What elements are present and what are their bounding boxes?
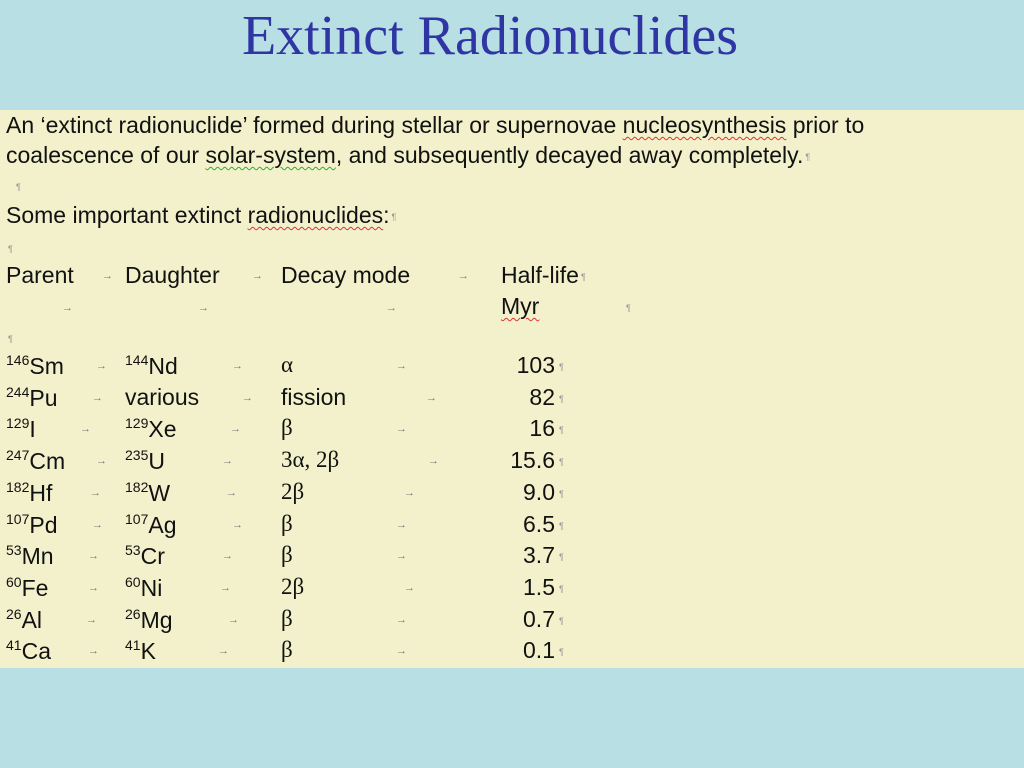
- pilcrow-icon: ¶: [559, 647, 564, 658]
- header-daughter: Daughter: [125, 262, 220, 288]
- decay-mode: β: [281, 637, 293, 663]
- intro-text: , and subsequently decayed away completely.: [335, 142, 804, 168]
- mass-number: 41: [6, 637, 22, 654]
- element-symbol: Cm: [29, 448, 66, 475]
- tab-arrow-icon: →: [198, 302, 209, 314]
- pilcrow-icon: ¶: [391, 211, 397, 222]
- element-symbol: Fe: [21, 574, 49, 601]
- tab-arrow-icon: →: [396, 645, 407, 658]
- tab-arrow-icon: →: [228, 613, 239, 626]
- tab-arrow-icon: →: [220, 581, 231, 594]
- intro-line-2: [6, 142, 810, 169]
- intro-line-1: [6, 112, 864, 139]
- tab-arrow-icon: →: [230, 423, 241, 436]
- element-symbol: Pu: [29, 384, 58, 411]
- half-life-value: 82: [529, 383, 555, 410]
- element-symbol: Mn: [21, 543, 54, 570]
- mass-number: 146: [6, 352, 30, 368]
- parent-nuclide: [6, 637, 51, 665]
- tab-arrow-icon: →: [396, 423, 407, 436]
- element-symbol: Pd: [29, 511, 58, 538]
- parent-nuclide: [6, 447, 65, 475]
- element-symbol: Ni: [140, 574, 163, 601]
- pilcrow-icon: ¶: [559, 362, 564, 372]
- element-symbol: Sm: [29, 353, 64, 379]
- parent-nuclide: [6, 606, 42, 634]
- parent-nuclide: [6, 479, 52, 507]
- decay-mode: β: [281, 542, 293, 568]
- mass-number: 53: [125, 542, 141, 559]
- pilcrow-icon: ¶: [559, 488, 564, 499]
- decay-mode: β: [281, 605, 293, 631]
- mass-number: 60: [125, 573, 141, 590]
- mass-number: 244: [6, 383, 30, 400]
- pilcrow-icon: ¶: [580, 271, 586, 282]
- tab-arrow-icon: →: [404, 581, 415, 594]
- mass-number: 107: [6, 510, 30, 527]
- header-unit: Myr: [501, 293, 540, 319]
- spellcheck-word: nucleosynthesis: [622, 112, 787, 138]
- tab-arrow-icon: →: [90, 486, 101, 499]
- decay-mode: 2β: [281, 573, 305, 599]
- mass-number: 182: [6, 478, 30, 495]
- element-symbol: I: [29, 416, 36, 443]
- half-life-value: 9.0: [523, 478, 555, 505]
- daughter-nuclide: [125, 447, 165, 475]
- mass-number: 235: [125, 447, 149, 464]
- daughter-nuclide: [125, 384, 199, 411]
- tab-arrow-icon: →: [96, 455, 107, 468]
- mass-number: 41: [125, 637, 141, 654]
- subtitle-text: :: [383, 202, 390, 228]
- empty-paragraph: [14, 172, 21, 199]
- element-symbol: Hf: [29, 479, 53, 506]
- element-symbol: Ag: [148, 511, 177, 538]
- mass-number: 107: [125, 510, 149, 527]
- decay-mode: β: [281, 415, 293, 441]
- subtitle-text: Some important extinct: [6, 202, 248, 228]
- element-symbol: Al: [21, 606, 43, 633]
- tab-arrow-icon: →: [396, 518, 407, 531]
- pilcrow-icon: ¶: [805, 151, 811, 162]
- header-half-life: Half-life ¶: [501, 262, 586, 288]
- tab-arrow-icon: →: [396, 550, 407, 563]
- pilcrow-icon: ¶: [559, 520, 564, 531]
- parent-nuclide: [6, 352, 64, 380]
- mass-number: 26: [6, 605, 22, 622]
- daughter-nuclide: [125, 511, 177, 539]
- tab-arrow-icon: →: [232, 518, 243, 531]
- tab-arrow-icon: →: [396, 613, 407, 626]
- header-parent: Parent: [6, 262, 74, 288]
- decay-mode: fission: [281, 383, 347, 410]
- tab-arrow-icon: →: [96, 360, 107, 372]
- intro-text: coalescence of our: [6, 142, 206, 168]
- pilcrow-icon: ¶: [559, 457, 564, 468]
- empty-paragraph: [6, 234, 13, 261]
- text-panel: [0, 110, 1024, 668]
- element-symbol: Cr: [140, 543, 165, 570]
- daughter-nuclide: [125, 606, 173, 634]
- tab-arrow-icon: →: [88, 645, 99, 658]
- empty-paragraph: [6, 324, 13, 351]
- decay-mode: α: [281, 352, 294, 377]
- half-life-value: 0.7: [523, 605, 555, 632]
- daughter-nuclide: [125, 574, 162, 602]
- tab-arrow-icon: →: [88, 550, 99, 563]
- intro-text: An ‘extinct radionuclide’ formed during stellar or supernovae: [6, 112, 623, 138]
- header-decay-mode: Decay mode: [281, 262, 411, 288]
- half-life-value: 15.6: [510, 447, 555, 474]
- pilcrow-icon: ¶: [559, 552, 564, 563]
- pilcrow-icon: ¶: [559, 615, 564, 626]
- half-life-value: 0.1: [523, 637, 555, 664]
- slide-title: Extinct Radionuclides: [241, 5, 739, 67]
- mass-number: 144: [125, 352, 149, 368]
- parent-nuclide: [6, 574, 48, 602]
- mass-number: 26: [125, 605, 141, 622]
- half-life-value: 1.5: [523, 573, 555, 600]
- tab-arrow-icon: →: [396, 360, 407, 372]
- pilcrow-icon: ¶: [626, 303, 631, 313]
- element-symbol: W: [148, 479, 171, 506]
- intro-text: prior to: [786, 112, 865, 138]
- daughter-nuclide: [125, 637, 156, 665]
- parent-nuclide: [6, 415, 36, 443]
- half-life-value: 3.7: [523, 542, 555, 569]
- element-symbol: Mg: [140, 606, 173, 633]
- tab-arrow-icon: →: [222, 550, 233, 563]
- pilcrow-icon: ¶: [559, 393, 564, 404]
- grammar-check-word: solar-system: [205, 142, 336, 168]
- tab-arrow-icon: →: [404, 486, 415, 499]
- mass-number: 182: [125, 478, 149, 495]
- daughter-nuclide: [125, 415, 177, 443]
- daughter-nuclide: [125, 479, 170, 507]
- parent-nuclide: [6, 511, 58, 539]
- half-life-value: 6.5: [523, 510, 555, 537]
- pilcrow-icon: ¶: [8, 333, 13, 344]
- daughter-nuclide: [125, 352, 178, 380]
- tab-arrow-icon: →: [226, 486, 237, 499]
- tab-arrow-icon: →: [92, 391, 103, 404]
- tab-arrow-icon: →: [222, 455, 233, 468]
- pilcrow-icon: ¶: [8, 243, 13, 254]
- tab-arrow-icon: →: [232, 360, 243, 372]
- decay-mode: 3α, 2β: [281, 447, 340, 473]
- tab-arrow-icon: →: [86, 613, 97, 626]
- daughter-nuclide: [125, 542, 165, 570]
- tab-arrow-icon: →: [102, 270, 113, 282]
- element-symbol: K: [140, 638, 156, 665]
- element-symbol: U: [148, 448, 165, 475]
- parent-nuclide: [6, 384, 58, 412]
- decay-mode: β: [281, 510, 293, 536]
- decay-mode: 2β: [281, 478, 305, 504]
- mass-number: 60: [6, 573, 22, 590]
- tab-arrow-icon: →: [428, 455, 439, 468]
- subtitle: [6, 202, 396, 229]
- mass-number: 129: [6, 415, 30, 432]
- tab-arrow-icon: →: [88, 581, 99, 594]
- tab-arrow-icon: →: [426, 391, 437, 404]
- mass-number: 247: [6, 447, 30, 464]
- tab-arrow-icon: →: [386, 302, 397, 314]
- pilcrow-icon: ¶: [559, 425, 564, 436]
- element-symbol: Xe: [148, 416, 177, 443]
- tab-arrow-icon: →: [458, 270, 469, 282]
- half-life-value: 103: [516, 352, 555, 378]
- element-symbol: various: [125, 383, 200, 410]
- spellcheck-word: radionuclides: [247, 202, 384, 228]
- half-life-value: 16: [529, 415, 555, 442]
- pilcrow-icon: ¶: [16, 181, 21, 192]
- mass-number: 129: [125, 415, 149, 432]
- tab-arrow-icon: →: [80, 423, 91, 436]
- mass-number: 53: [6, 542, 22, 559]
- tab-arrow-icon: →: [92, 518, 103, 531]
- element-symbol: Nd: [148, 353, 178, 379]
- tab-arrow-icon: →: [242, 391, 253, 404]
- tab-arrow-icon: →: [218, 645, 229, 658]
- tab-arrow-icon: →: [252, 270, 263, 282]
- pilcrow-icon: ¶: [559, 583, 564, 594]
- element-symbol: Ca: [21, 638, 51, 665]
- parent-nuclide: [6, 542, 54, 570]
- tab-arrow-icon: →: [62, 302, 73, 314]
